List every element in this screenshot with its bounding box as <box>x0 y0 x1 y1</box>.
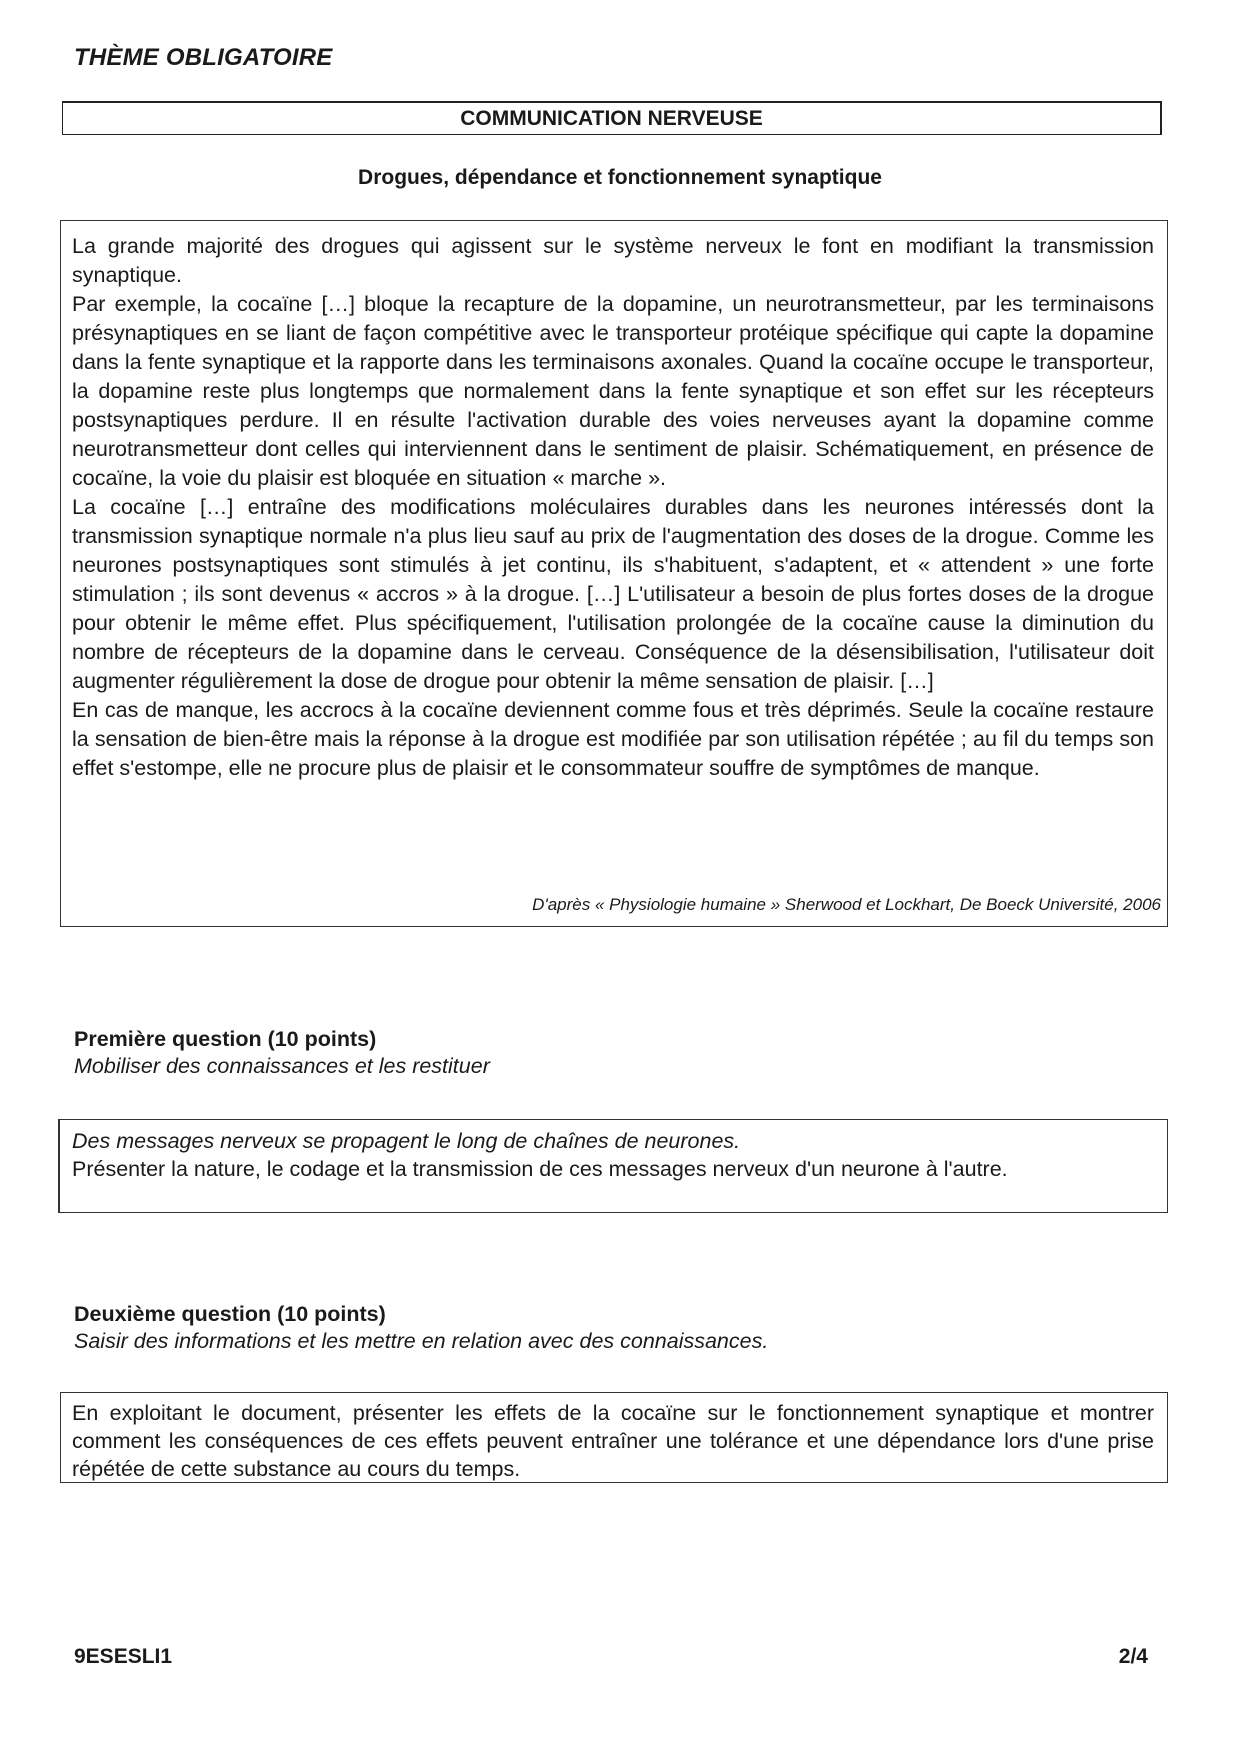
question1-subtitle: Mobiliser des connaissances et les restituer <box>74 1054 490 1078</box>
document-paragraph: En cas de manque, les accrocs à la cocaïne deviennent comme fous et très déprimés. Seule la cocaïne restaure la sensation de bien-être mais la réponse à la drogue est modifiée par son utilisation répétée ; au fil du temps son effet s'estompe, elle ne procure plus de plaisir et le consommateur souffre de symptômes de manque. <box>72 698 1154 780</box>
document-source: D'après « Physiologie humaine » Sherwood et Lockhart, De Boeck Université, 2006 <box>532 895 1161 914</box>
question1-context: Des messages nerveux se propagent le long de chaînes de neurones. <box>72 1129 741 1153</box>
section-banner <box>62 101 1162 135</box>
section-title: COMMUNICATION NERVEUSE <box>460 106 763 130</box>
document-title: Drogues, dépendance et fonctionnement synaptique <box>358 166 882 189</box>
theme-title: THÈME OBLIGATOIRE <box>74 44 333 71</box>
question1-text <box>72 1127 1154 1183</box>
document-text <box>72 232 1154 783</box>
question1-title: Première question (10 points) <box>74 1027 377 1051</box>
footer-code: 9ESESLI1 <box>74 1645 173 1668</box>
document-paragraph: Par exemple, la cocaïne […] bloque la recapture de la dopamine, un neurotransmetteur, par les terminaisons présynaptiques en se liant de façon compétitive avec le transporteur protéique spécifique qui capte la dopamine dans la fente synaptique et la rapporte dans les terminaisons axonales. Quand la cocaïne occupe le transporteur, la dopamine reste plus longtemps que normalement dans la fente synaptique et son effet sur les récepteurs postsynaptiques perdure. Il en résulte l'activation durable des voies nerveuses ayant la dopamine comme neurotransmetteur dont celles qui interviennent dans le sentiment de plaisir. Schématiquement, en présence de cocaïne, la voie du plaisir est bloquée en situation « marche ». <box>72 292 1154 490</box>
document-paragraph: La grande majorité des drogues qui agissent sur le système nerveux le font en modifiant la transmission synaptique. <box>72 234 1154 287</box>
page-number: 2/4 <box>1118 1645 1148 1668</box>
question2-title: Deuxième question (10 points) <box>74 1302 386 1326</box>
document-paragraph: La cocaïne […] entraîne des modifications moléculaires durables dans les neurones intéressés dont la transmission synaptique normale n'a plus lieu sauf au prix de l'augmentation des doses de la drogue. Comme les neurones postsynaptiques sont stimulés à jet continu, ils s'habituent, s'adaptent, et « attendent » une forte stimulation ; ils sont devenus « accros » à la drogue. […] L'utilisateur a besoin de plus fortes doses de la drogue pour obtenir le même effet. Plus spécifiquement, l'utilisation prolongée de la cocaïne cause la diminution du nombre de récepteurs de la dopamine dans le cerveau. Conséquence de la désensibilisation, l'utilisateur doit augmenter régulièrement la dose de drogue pour obtenir la même sensation de plaisir. […] <box>72 495 1154 693</box>
question2-subtitle: Saisir des informations et les mettre en relation avec des connaissances. <box>74 1329 769 1353</box>
question1-instruction: Présenter la nature, le codage et la transmission de ces messages nerveux d'un neurone à l'autre. <box>72 1157 1008 1181</box>
question2-text: En exploitant le document, présenter les effets de la cocaïne sur le fonctionnement synaptique et montrer comment les conséquences de ces effets peuvent entraîner une tolérance et une dépendance lors d'une prise répétée de cette substance au cours du temps. <box>72 1401 1154 1481</box>
